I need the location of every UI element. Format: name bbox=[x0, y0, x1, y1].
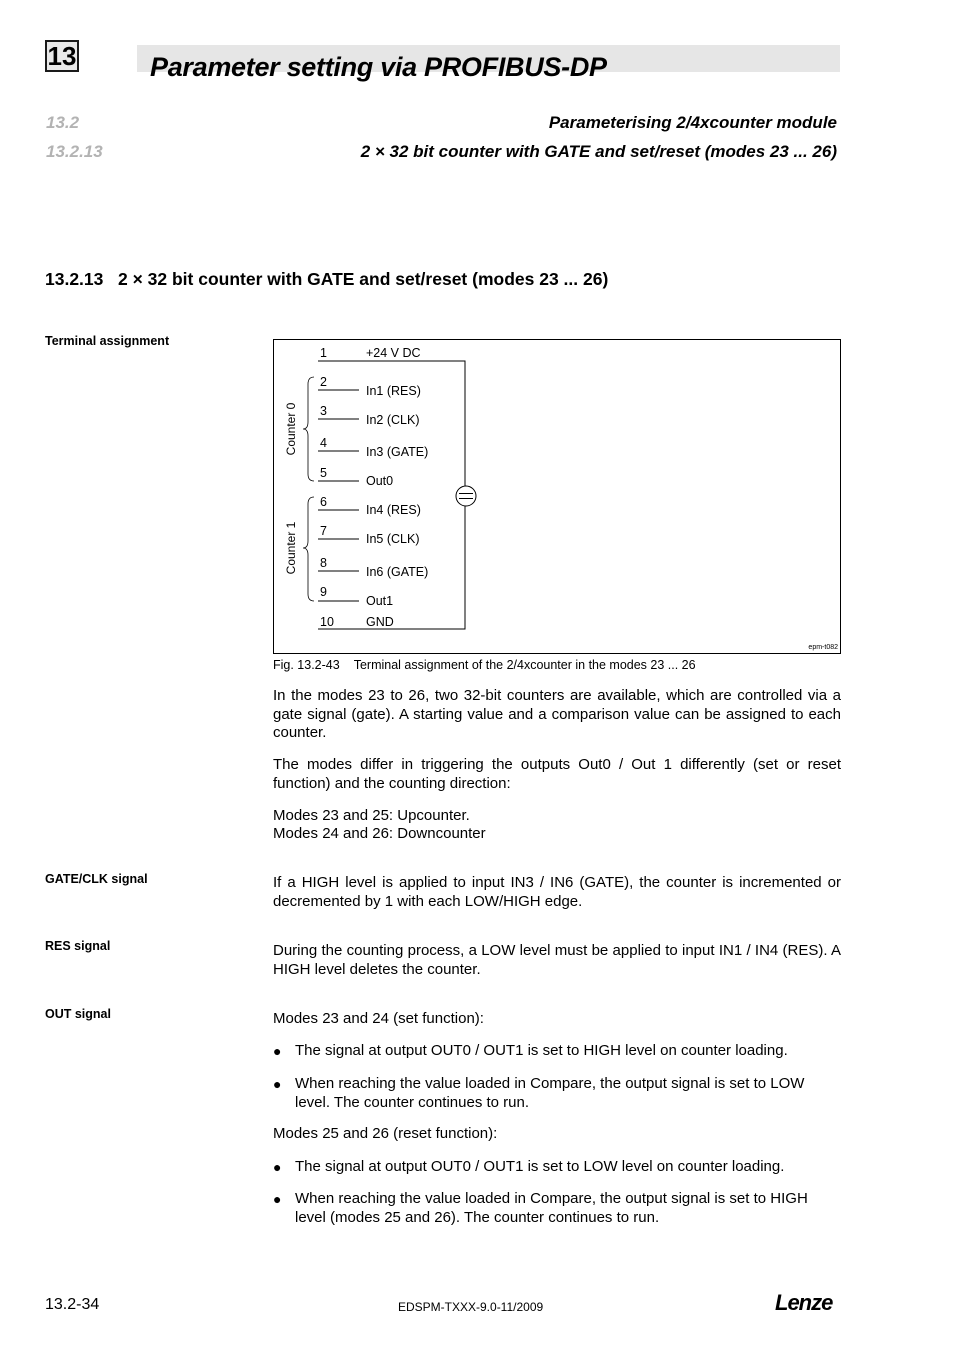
terminal-label: Out0 bbox=[366, 474, 394, 488]
terminal-diagram bbox=[274, 340, 840, 653]
list-item-text: The signal at output OUT0 / OUT1 is set to LOW level on counter loading. bbox=[295, 1158, 785, 1175]
reset-function-intro: Modes 25 and 26 (reset function): bbox=[273, 1125, 498, 1142]
terminal-number: 3 bbox=[320, 404, 327, 418]
bullet-icon: ● bbox=[273, 1191, 282, 1207]
res-paragraph: During the counting process, a LOW level must be applied to input IN1 / IN4 (RES). A HIGH level deletes the counter. bbox=[273, 942, 841, 978]
chapter-number-box: 13 bbox=[45, 40, 79, 72]
label-terminal-assignment: Terminal assignment bbox=[45, 334, 170, 348]
terminal-label: In6 (GATE) bbox=[366, 565, 429, 579]
terminal-number: 9 bbox=[320, 585, 327, 599]
page-number: 13.2-34 bbox=[45, 1296, 100, 1313]
terminal-block-outline bbox=[318, 361, 465, 629]
terminal-row bbox=[318, 436, 428, 459]
bullet-icon: ● bbox=[273, 1043, 282, 1059]
section-title: Parameterising 2/4xcounter module bbox=[548, 113, 837, 132]
figure-caption bbox=[273, 658, 696, 672]
terminal-label: In4 (RES) bbox=[366, 503, 421, 517]
terminal-number: 1 bbox=[320, 346, 327, 360]
subsection-number: 13.2.13 bbox=[46, 142, 103, 161]
terminal-number: 4 bbox=[320, 436, 327, 450]
caption-number: Fig. 13.2-43 bbox=[273, 658, 340, 672]
bullet-icon: ● bbox=[273, 1159, 282, 1175]
terminal-label: In2 (CLK) bbox=[366, 413, 420, 427]
terminal-number: 10 bbox=[320, 615, 334, 629]
section-number: 13.2 bbox=[46, 113, 80, 132]
list-item-text: The signal at output OUT0 / OUT1 is set to HIGH level on counter loading. bbox=[295, 1042, 788, 1059]
heading-number: 13.2.13 bbox=[45, 269, 104, 289]
label-out-signal: OUT signal bbox=[45, 1007, 111, 1021]
terminal-diagram-frame bbox=[273, 339, 841, 654]
list-item-text: When reaching the value loaded in Compare, the output signal is set to LOW level. The counter continues to run. bbox=[295, 1075, 805, 1111]
terminal-number: 7 bbox=[320, 524, 327, 538]
terminal-row bbox=[318, 466, 393, 488]
terminal-number: 6 bbox=[320, 495, 327, 509]
terminal-row bbox=[318, 495, 421, 517]
gate-clk-paragraph: If a HIGH level is applied to input IN3 / IN6 (GATE), the counter is incremented or decremented by 1 with each LOW/HIGH edge. bbox=[273, 874, 841, 910]
upcounter-line: Modes 23 and 25: Upcounter. bbox=[273, 807, 470, 824]
list-item bbox=[273, 1190, 841, 1227]
terminal-label: GND bbox=[366, 615, 394, 629]
list-item bbox=[273, 1158, 841, 1177]
terminal-row bbox=[318, 585, 393, 608]
terminal-row bbox=[318, 556, 428, 579]
document-id: EDSPM-TXXX-9.0-11/2009 bbox=[398, 1300, 544, 1314]
list-item bbox=[273, 1042, 841, 1061]
label-res-signal: RES signal bbox=[45, 939, 111, 953]
terminal-row bbox=[320, 346, 421, 360]
terminal-number: 5 bbox=[320, 466, 327, 480]
intro-paragraph: In the modes 23 to 26, two 32-bit counters are available, which are controlled via a gate signal (gate). A starting value and a comparison value can be assigned to each counter. bbox=[273, 687, 841, 741]
set-function-intro: Modes 23 and 24 (set function): bbox=[273, 1010, 484, 1027]
downcounter-line: Modes 24 and 26: Downcounter bbox=[273, 825, 486, 842]
terminal-label: In1 (RES) bbox=[366, 384, 421, 398]
subsection-title: 2 × 32 bit counter with GATE and set/reset (modes 23 ... 26) bbox=[360, 142, 837, 161]
bullet-icon: ● bbox=[273, 1076, 282, 1092]
shield-symbol-icon bbox=[456, 486, 476, 506]
figure-id: epm-t082 bbox=[808, 644, 838, 651]
label-gate-clk-signal: GATE/CLK signal bbox=[45, 872, 148, 886]
terminal-number: 8 bbox=[320, 556, 327, 570]
terminal-label: +24 V DC bbox=[366, 346, 421, 360]
terminal-row bbox=[318, 404, 420, 427]
list-item-text: When reaching the value loaded in Compare, the output signal is set to HIGH level (modes 25 and 26). The counter continues to run. bbox=[295, 1190, 808, 1226]
lenze-logo: Lenze bbox=[775, 1290, 833, 1315]
terminal-label: In3 (GATE) bbox=[366, 445, 429, 459]
terminal-label: Out1 bbox=[366, 594, 394, 608]
terminal-number: 2 bbox=[320, 375, 327, 389]
terminal-row bbox=[318, 375, 421, 398]
page-title: Parameter setting via PROFIBUS-DP bbox=[150, 52, 607, 82]
section-heading bbox=[45, 269, 608, 290]
counter1-brace bbox=[303, 497, 314, 601]
heading-text: 2 × 32 bit counter with GATE and set/reset (modes 23 ... 26) bbox=[117, 269, 609, 289]
counter1-label: Counter 1 bbox=[284, 521, 298, 575]
terminal-label: In5 (CLK) bbox=[366, 532, 420, 546]
counter0-brace bbox=[303, 377, 314, 481]
list-item bbox=[273, 1075, 841, 1112]
terminal-row bbox=[318, 524, 420, 546]
counter0-label: Counter 0 bbox=[284, 402, 298, 456]
caption-text: Terminal assignment of the 2/4xcounter in the modes 23 ... 26 bbox=[353, 658, 696, 672]
modes-paragraph: The modes differ in triggering the outputs Out0 / Out 1 differently (set or reset function) and the counting direction: bbox=[273, 756, 841, 792]
terminal-row bbox=[320, 615, 394, 629]
